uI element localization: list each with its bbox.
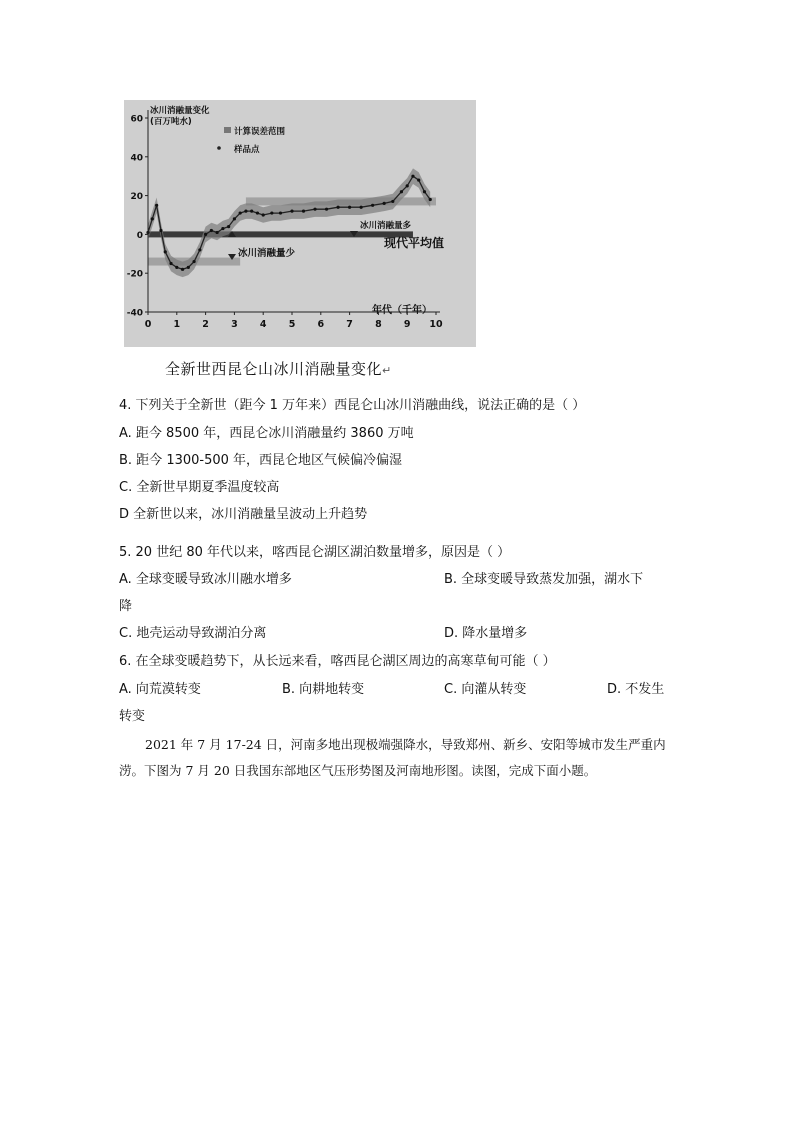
annotation-more: 冰川消融量多 xyxy=(360,221,412,231)
question-5-stem: 5. 20 世纪 80 年代以来，喀西昆仑湖区湖泊数量增多，原因是（ ） xyxy=(119,545,511,560)
sample-point xyxy=(151,217,154,220)
legend-sample-label: 样品点 xyxy=(234,145,260,155)
x-tick-label: 8 xyxy=(375,319,382,330)
x-tick-label: 5 xyxy=(288,319,296,330)
sample-point xyxy=(411,175,414,178)
x-tick-label: 3 xyxy=(231,319,238,330)
question-6-option-d-wrap: 转变 xyxy=(119,709,146,724)
sample-point xyxy=(159,229,162,232)
question-6-option-d: D. 不发生 xyxy=(607,682,665,697)
chart-title: 冰川消融量变化 xyxy=(150,106,210,116)
question-5-option-a: A. 全球变暖导致冰川融水增多 xyxy=(119,572,292,587)
y-axis-unit: (百万吨水) xyxy=(150,117,192,127)
question-4-option-a: A. 距今 8500 年，西昆仑冰川消融量约 3860 万吨 xyxy=(119,426,414,441)
annotation-mean: 现代平均值 xyxy=(384,236,445,250)
sample-point xyxy=(417,178,420,181)
sample-point xyxy=(164,250,167,253)
paragraph-mark: ↵ xyxy=(382,364,392,377)
reading-passage-text: 2021 年 7 月 17-24 日，河南多地出现极端强降水，导致郑州、新乡、安阳等城市发生严重内涝。下图为 7 月 20 日我国东部地区气压形势图及河南地形图。读图，完成下面小题。 xyxy=(119,737,666,778)
y-tick-label: -20 xyxy=(126,269,143,280)
sample-point xyxy=(192,260,195,263)
sample-point xyxy=(169,262,172,265)
sample-point xyxy=(391,200,394,203)
x-tick-label: 7 xyxy=(346,319,353,330)
sample-point xyxy=(175,266,178,269)
sample-point xyxy=(290,210,293,213)
sample-point xyxy=(227,225,230,228)
reading-passage xyxy=(119,732,679,784)
question-6-option-b: B. 向耕地转变 xyxy=(282,682,365,697)
sample-point xyxy=(244,210,247,213)
question-5-option-b-wrap: 降 xyxy=(119,599,133,614)
sample-point xyxy=(383,202,386,205)
sample-point xyxy=(239,211,242,214)
question-4-option-b: B. 距今 1300-500 年，西昆仑地区气候偏冷偏湿 xyxy=(119,453,403,468)
sample-point xyxy=(302,210,305,213)
y-tick-label: 0 xyxy=(136,230,143,241)
y-tick-label: 20 xyxy=(130,192,143,203)
question-5-option-d: D. 降水量增多 xyxy=(444,626,528,641)
question-5-option-c: C. 地壳运动导致湖泊分离 xyxy=(119,626,267,641)
y-tick-label: -40 xyxy=(126,308,143,319)
y-tick-label: 40 xyxy=(130,153,143,164)
sample-point xyxy=(216,231,219,234)
sample-point xyxy=(187,266,190,269)
question-6-stem: 6. 在全球变暖趋势下，从长远来看，喀西昆仑湖区周边的高寒草甸可能（ ） xyxy=(119,654,556,669)
annotation-less: 冰川消融量少 xyxy=(238,248,296,259)
sample-point xyxy=(360,206,363,209)
sample-point xyxy=(233,217,236,220)
x-tick-label: 0 xyxy=(144,319,152,330)
sample-point xyxy=(221,227,224,230)
sample-point xyxy=(204,233,207,236)
sample-point xyxy=(198,248,201,251)
x-tick-label: 10 xyxy=(429,319,443,330)
x-tick-label: 9 xyxy=(403,319,411,330)
sample-point xyxy=(400,190,403,193)
sample-point xyxy=(406,184,409,187)
legend-error-swatch xyxy=(224,127,231,133)
sample-point xyxy=(250,210,253,213)
sample-point xyxy=(348,206,351,209)
sample-point xyxy=(371,204,374,207)
figure-caption-text: 全新世西昆仑山冰川消融量变化 xyxy=(165,360,383,378)
sample-point xyxy=(336,206,339,209)
legend-error-label: 计算误差范围 xyxy=(234,127,286,137)
sample-point xyxy=(423,190,426,193)
x-tick-label: 4 xyxy=(259,319,267,330)
mean-value-line xyxy=(148,231,413,237)
question-5-option-b: B. 全球变暖导致蒸发加强，湖水下 xyxy=(444,572,644,587)
sample-point xyxy=(181,268,184,271)
x-axis-label: 年代（千年） xyxy=(372,305,432,316)
y-tick-label: 60 xyxy=(130,114,143,125)
sample-point xyxy=(429,198,432,201)
figure-caption xyxy=(165,358,392,379)
question-6-option-a: A. 向荒漠转变 xyxy=(119,682,201,697)
question-4-stem: 4. 下列关于全新世（距今 1 万年来）西昆仑山冰川消融曲线，说法正确的是（ ） xyxy=(119,398,586,413)
glacier-melt-chart xyxy=(124,100,476,347)
sample-point xyxy=(279,211,282,214)
question-4-option-d: D 全新世以来，冰川消融量呈波动上升趋势 xyxy=(119,507,368,522)
x-tick-label: 2 xyxy=(202,319,209,330)
question-6-option-c: C. 向灌从转变 xyxy=(444,682,527,697)
sample-point xyxy=(325,208,328,211)
legend-sample-dot xyxy=(217,146,221,150)
chart-svg xyxy=(124,100,476,347)
sample-point xyxy=(313,208,316,211)
question-4-option-c: C. 全新世早期夏季温度较高 xyxy=(119,480,280,495)
sample-point xyxy=(210,229,213,232)
x-tick-label: 1 xyxy=(173,319,181,330)
sample-point xyxy=(270,211,273,214)
sample-point xyxy=(256,211,259,214)
sample-point xyxy=(155,204,158,207)
x-tick-label: 6 xyxy=(317,319,325,330)
sample-point xyxy=(262,213,265,216)
